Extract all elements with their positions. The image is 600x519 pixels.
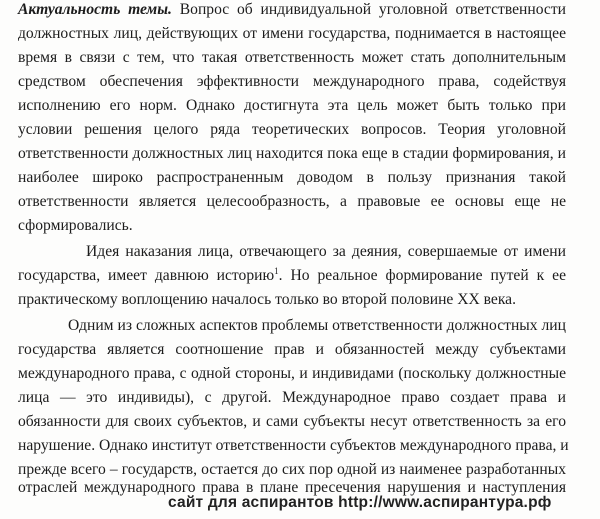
paragraph-1-line-1-text: Вопрос об индивидуальной уголовной ответственности <box>171 1 567 18</box>
paragraph-3-line-6: нарушение. Однако институт ответственности субъектов международного права, и <box>18 437 569 454</box>
paragraph-1-line-4: средством обеспечения эффективности международного права, содействуя <box>18 73 566 90</box>
paragraph-2-line-1: Идея наказания лица, отвечающего за деяния, совершаемые от имени <box>86 243 566 260</box>
paragraph-1-line-8: наиболее широко распространенным доводом в пользу признания такой <box>18 169 566 186</box>
paragraph-3-line-7: прежде всего – государств, остается до сих пор одной из наименее разработанных <box>18 461 566 478</box>
paragraph-1-line-7: ответственности должностных лиц находится пока еще в стадии формирования, и <box>18 145 566 162</box>
section-lead-heading: Актуальность темы. <box>18 1 172 18</box>
paragraph-2-line-2 <box>18 264 566 288</box>
paragraph-3-line-5: обязанности для своих субъектов, и сами субъекты несут ответственность за его <box>18 413 566 430</box>
paragraph-3-line-1: Одним из сложных аспектов проблемы ответственности должностных лиц <box>68 317 566 334</box>
paragraph-1-line-3: время в связи с тем, что такая ответственность может стать дополнительным <box>18 49 566 66</box>
paragraph-2-line-2-tail: . Но реальное формирование путей к ее <box>278 267 567 284</box>
site-watermark: сайт для аспирантов http://www.аспирантура.рф <box>168 494 552 511</box>
paragraph-3-line-2: государства является соотношение прав и обязанностей между субъектами <box>18 341 566 358</box>
footnote-marker: 1 <box>274 265 279 276</box>
paragraph-2-line-3: практическому воплощению началось только во второй половине ХХ века. <box>18 291 517 308</box>
paragraph-1-line-10: сформировались. <box>18 217 133 234</box>
paragraph-1-line-5: исполнению его норм. Однако достигнута эта цель может быть только при <box>18 97 566 114</box>
paragraph-1-line-1 <box>18 0 566 22</box>
paragraph-2-line-2-text: государства, имеет давнюю историю <box>18 267 275 284</box>
paragraph-3-line-8: отраслей международного права в плане пресечения нарушения и наступления <box>18 479 566 496</box>
paragraph-1-line-9: ответственности является целесообразность, а правовые ее основы еще не <box>18 193 566 210</box>
paragraph-3-line-3: международного права, с одной стороны, и индивидами (поскольку должностные <box>18 365 566 382</box>
paragraph-1-line-2: должностных лиц, действующих от имени государства, поднимается в настоящее <box>18 25 566 42</box>
paragraph-1-line-6: условии решения целого ряда теоретических вопросов. Теория уголовной <box>18 121 566 138</box>
paragraph-3-line-4: лица — это индивиды), с другой. Международное право создает права и <box>18 389 566 406</box>
